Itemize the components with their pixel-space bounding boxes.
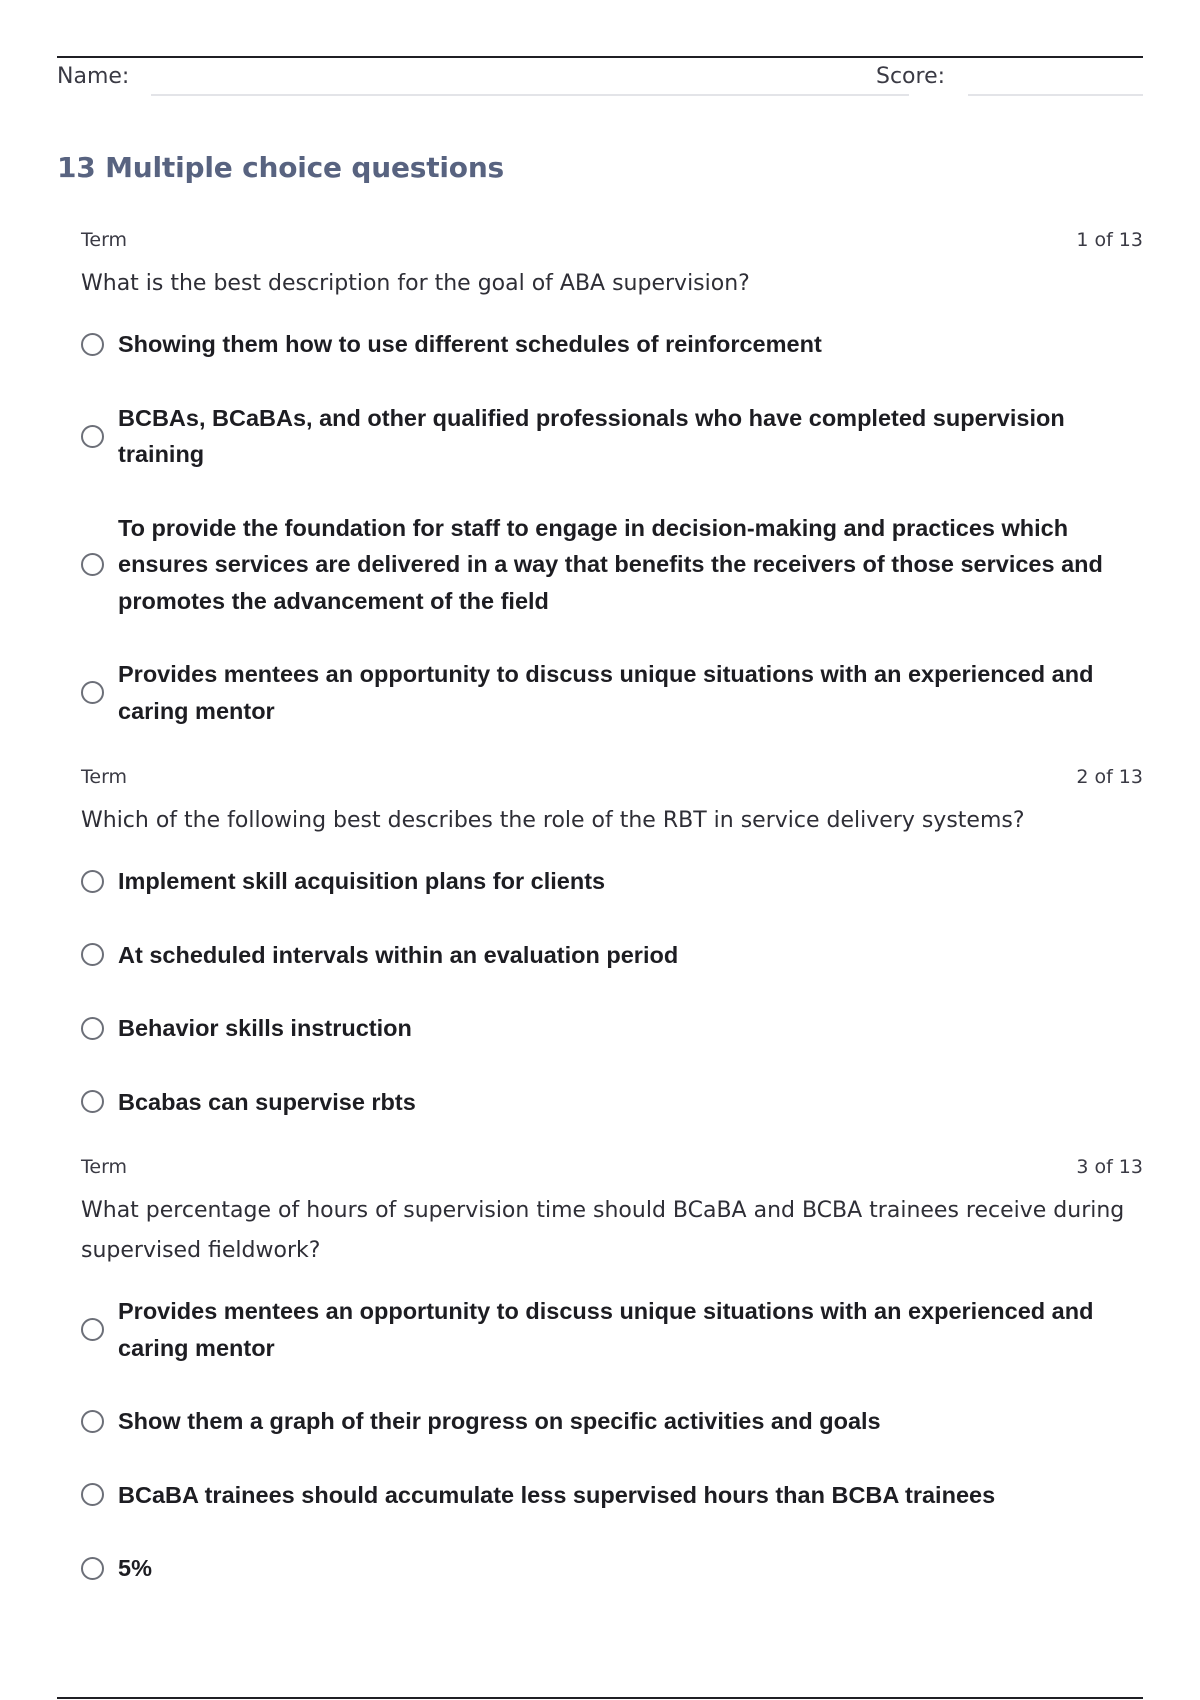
option-2c[interactable] [81,1010,1143,1047]
question-header [81,226,1143,254]
question-header [81,763,1143,791]
header-row [57,62,1143,98]
option-label: Provides mentees an opportunity to discuss unique situations with an experienced and caring mentor [118,1298,1094,1361]
section-title: 13 Multiple choice questions [57,151,505,184]
question-text: What percentage of hours of supervision time should BCaBA and BCBA trainees receive during supervised fieldwork? [81,1198,1125,1263]
options-list [81,863,1143,1120]
option-label: To provide the foundation for staff to engage in decision-making and practices which ensures services are delivered in a way that benefits the receivers of those services and promotes the advancement of the field [118,514,1103,614]
options-list [81,1293,1143,1587]
question-header [81,1153,1143,1181]
bottom-divider [57,1697,1143,1699]
question-counter: 2 of 13 [1076,766,1143,788]
question-counter: 3 of 13 [1076,1156,1143,1178]
question-2 [81,763,1143,1157]
radio-button-icon[interactable] [81,1090,104,1113]
option-label: Implement skill acquisition plans for clients [118,868,606,894]
option-1b[interactable] [81,400,1143,473]
option-1a[interactable] [81,326,1143,363]
question-counter: 1 of 13 [1076,229,1143,251]
option-label: Provides mentees an opportunity to discuss unique situations with an experienced and caring mentor [118,661,1094,724]
radio-button-icon[interactable] [81,681,104,704]
quiz-page [57,0,1143,1700]
option-1c[interactable] [81,510,1143,620]
score-label: Score: [876,64,946,89]
name-label: Name: [57,64,130,89]
option-2a[interactable] [81,863,1143,900]
radio-button-icon[interactable] [81,870,104,893]
radio-button-icon[interactable] [81,553,104,576]
options-list [81,326,1143,729]
option-label: Show them a graph of their progress on specific activities and goals [118,1408,881,1434]
option-label: At scheduled intervals within an evaluation period [118,941,679,968]
option-3d[interactable] [81,1550,1143,1587]
option-2d[interactable] [81,1084,1143,1121]
radio-button-icon[interactable] [81,1318,104,1341]
radio-button-icon[interactable] [81,333,104,356]
radio-button-icon[interactable] [81,1483,104,1506]
question-text: Which of the following best describes the role of the RBT in service delivery systems? [81,808,1025,833]
radio-button-icon[interactable] [81,425,104,448]
option-3a[interactable] [81,1293,1143,1366]
option-label: BCBAs, BCaBAs, and other qualified professionals who have completed supervision training [118,404,1065,467]
option-label: BCaBA trainees should accumulate less supervised hours than BCBA trainees [118,1481,996,1508]
radio-button-icon[interactable] [81,943,104,966]
radio-button-icon[interactable] [81,1557,104,1580]
score-field[interactable] [968,94,1143,96]
question-3 [81,1153,1143,1624]
option-3b[interactable] [81,1403,1143,1440]
radio-button-icon[interactable] [81,1017,104,1040]
option-1d[interactable] [81,656,1143,729]
option-label: Bcabas can supervise rbts [118,1088,416,1115]
name-field[interactable] [151,94,909,96]
option-label: Behavior skills instruction [118,1015,412,1041]
option-label: Showing them how to use different schedules of reinforcement [118,331,822,357]
term-label: Term [81,229,128,251]
option-2b[interactable] [81,937,1143,974]
term-label: Term [81,766,128,788]
option-3c[interactable] [81,1477,1143,1514]
top-divider [57,56,1143,58]
radio-button-icon[interactable] [81,1410,104,1433]
question-1 [81,226,1143,766]
question-text: What is the best description for the goal of ABA supervision? [81,271,750,296]
option-label: 5% [118,1555,152,1581]
term-label: Term [81,1156,128,1178]
